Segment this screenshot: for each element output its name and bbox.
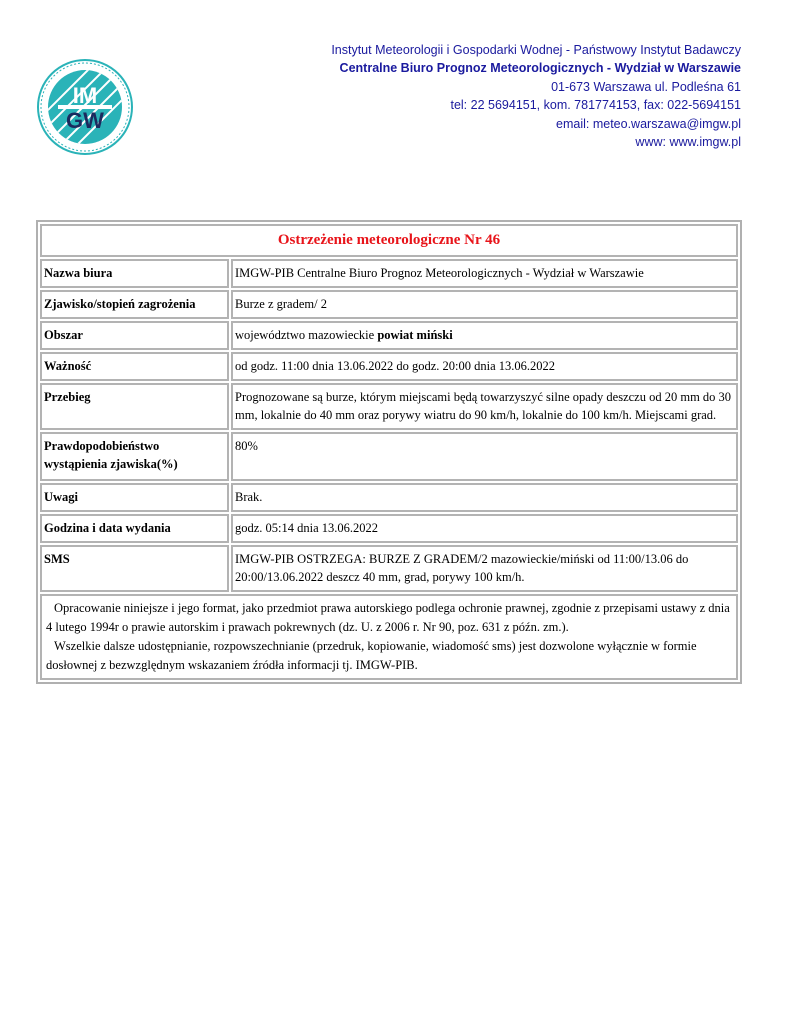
table-row	[40, 383, 738, 430]
warning-table	[36, 220, 742, 684]
svg-text:GW: GW	[66, 108, 104, 133]
table-row	[40, 514, 738, 543]
table-row	[40, 483, 738, 512]
phone-numbers: tel: 22 5694151, kom. 781774153, fax: 022-5694151	[450, 98, 741, 113]
imgw-logo-icon	[36, 58, 134, 156]
notes-label: Uwagi	[40, 483, 229, 512]
office-name: Centralne Biuro Prognoz Meteorologicznych - Wydział w Warszawie	[339, 61, 741, 76]
warning-title: Ostrzeżenie meteorologiczne Nr 46	[40, 224, 738, 257]
probability-label: Prawdopodobieństwo wystąpienia zjawiska(%)	[40, 432, 229, 481]
title-row	[40, 224, 738, 257]
copyright-paragraph: Opracowanie niniejsze i jego format, jako przedmiot prawa autorskiego podlega ochronie prawnej, zgodnie z przepisami ustawy z dnia 4 lutego 1994r o prawie autorskim i prawach pokrewnych (dz. U. z 2006 r. Nr 90, poz. 631 z późn. zm.).	[46, 601, 730, 634]
distribution-paragraph: Wszelkie dalsze udostępnianie, rozpowszechnianie (przedruk, kopiowanie, wiadomość sms) jest dozwolone wyłącznie w formie dosłownej z bezwzględnym wskazaniem źródła informacji tj. IMGW-PIB.	[46, 639, 697, 672]
phenomenon-value: Burze z gradem/ 2	[231, 290, 738, 319]
table-row	[40, 352, 738, 381]
area-value	[231, 321, 738, 350]
probability-value: 80%	[231, 432, 738, 481]
institute-header	[331, 41, 741, 151]
footer-row	[40, 594, 738, 680]
sms-value: IMGW-PIB OSTRZEGA: BURZE Z GRADEM/2 mazowieckie/miński od 11:00/13.06 do 20:00/13.06.2022 deszcz 40 mm, grad, porywy 100 km/h.	[231, 545, 738, 592]
issued-value: godz. 05:14 dnia 13.06.2022	[231, 514, 738, 543]
course-value: Prognozowane są burze, którym miejscami będą towarzyszyć silne opady deszczu od 20 mm do 30 mm, lokalnie do 40 mm oraz porywy wiatru do 90 km/h, lokalnie do 100 km/h. Miejscami grad.	[231, 383, 738, 430]
sms-label: SMS	[40, 545, 229, 592]
table-row	[40, 259, 738, 288]
table-row	[40, 545, 738, 592]
area-county: powiat miński	[377, 328, 453, 342]
address: 01-673 Warszawa ul. Podleśna 61	[551, 79, 741, 94]
table-row	[40, 432, 738, 481]
institute-name: Instytut Meteorologii i Gospodarki Wodnej - Państwowy Instytut Badawczy	[331, 43, 741, 57]
table-row	[40, 290, 738, 319]
svg-text:IM: IM	[72, 83, 98, 108]
notes-value: Brak.	[231, 483, 738, 512]
office-value: IMGW-PIB Centralne Biuro Prognoz Meteorologicznych - Wydział w Warszawie	[231, 259, 738, 288]
validity-label: Ważność	[40, 352, 229, 381]
office-label: Nazwa biura	[40, 259, 229, 288]
copyright-notice	[40, 594, 738, 680]
website[interactable]: www: www.imgw.pl	[635, 135, 741, 150]
course-label: Przebieg	[40, 383, 229, 430]
validity-value: od godz. 11:00 dnia 13.06.2022 do godz. 20:00 dnia 13.06.2022	[231, 352, 738, 381]
area-region: województwo mazowieckie	[235, 328, 378, 342]
email[interactable]: email: meteo.warszawa@imgw.pl	[556, 116, 741, 131]
issued-label: Godzina i data wydania	[40, 514, 229, 543]
phenomenon-label: Zjawisko/stopień zagrożenia	[40, 290, 229, 319]
area-label: Obszar	[40, 321, 229, 350]
table-row	[40, 321, 738, 350]
